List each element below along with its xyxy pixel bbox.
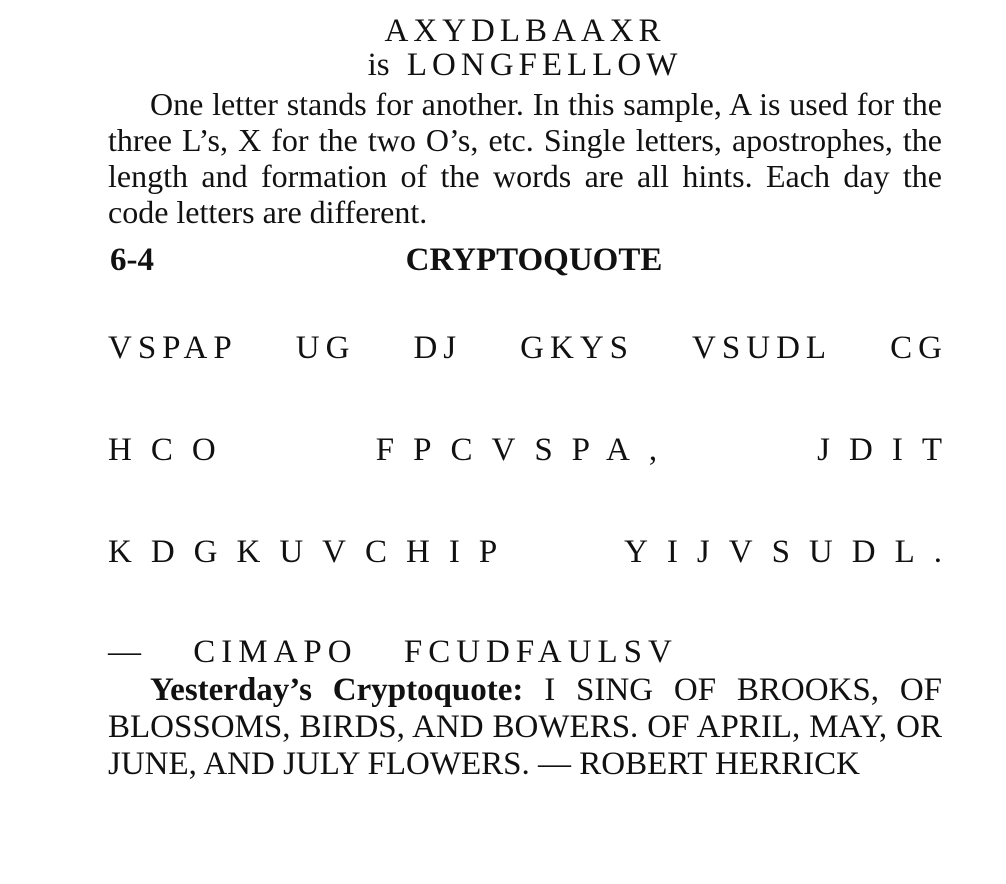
yesterday-label: Yesterday’s Cryptoquote: xyxy=(150,672,524,708)
cipher-line-3 xyxy=(108,532,961,572)
cipher-word: UG xyxy=(295,330,356,366)
instructions-text: One letter stands for another. In this sample, A is used for the three L’s, X for the two O’s, etc. Single letters, apostrophes, the length and formation of the words are all hints. Each day the code letters are different. xyxy=(108,86,942,230)
cipher-word: CG xyxy=(890,330,948,366)
sample-cipher: AXYDLBAAXR xyxy=(384,13,666,49)
sample-plain: LONGFELLOW xyxy=(406,47,683,83)
cipher-word: KDGKUVCHIP xyxy=(108,534,517,570)
cipher-word: YIJVSUDL. xyxy=(624,534,961,570)
cipher-line-2 xyxy=(108,430,961,470)
cipher-word: DJ xyxy=(413,330,463,366)
sample-plain-line xyxy=(108,48,942,82)
cryptoquote-panel xyxy=(108,13,961,783)
cipher-line-1 xyxy=(108,328,948,368)
cipher-word: GKYS xyxy=(520,330,635,366)
cipher-word: HCO xyxy=(108,432,235,468)
sample-is-word: is xyxy=(367,47,390,83)
cipher-word: JDIT xyxy=(817,432,961,468)
puzzle-header xyxy=(108,242,942,282)
puzzle-number: 6-4 xyxy=(110,242,154,278)
yesterday-text: I SING OF BROOKS, OF BLOSSOMS, BIRDS, AND BOWERS. OF APRIL, MAY, OR JUNE, AND JULY FLOWERS. — ROBERT HERRICK xyxy=(108,672,943,782)
yesterday-answer xyxy=(108,672,942,783)
attribution-dash: — xyxy=(108,634,147,670)
cipher-word: VSUDL xyxy=(692,330,833,366)
puzzle-title: CRYPTOQUOTE xyxy=(405,242,663,278)
cipher-word: VSPAP xyxy=(108,330,238,366)
attribution-word: CIMAPO xyxy=(193,634,358,670)
cipher-attribution xyxy=(108,632,942,672)
attribution-word: FCUDFAULSV xyxy=(403,634,678,670)
cipher-word: FPCVSPA, xyxy=(375,432,677,468)
